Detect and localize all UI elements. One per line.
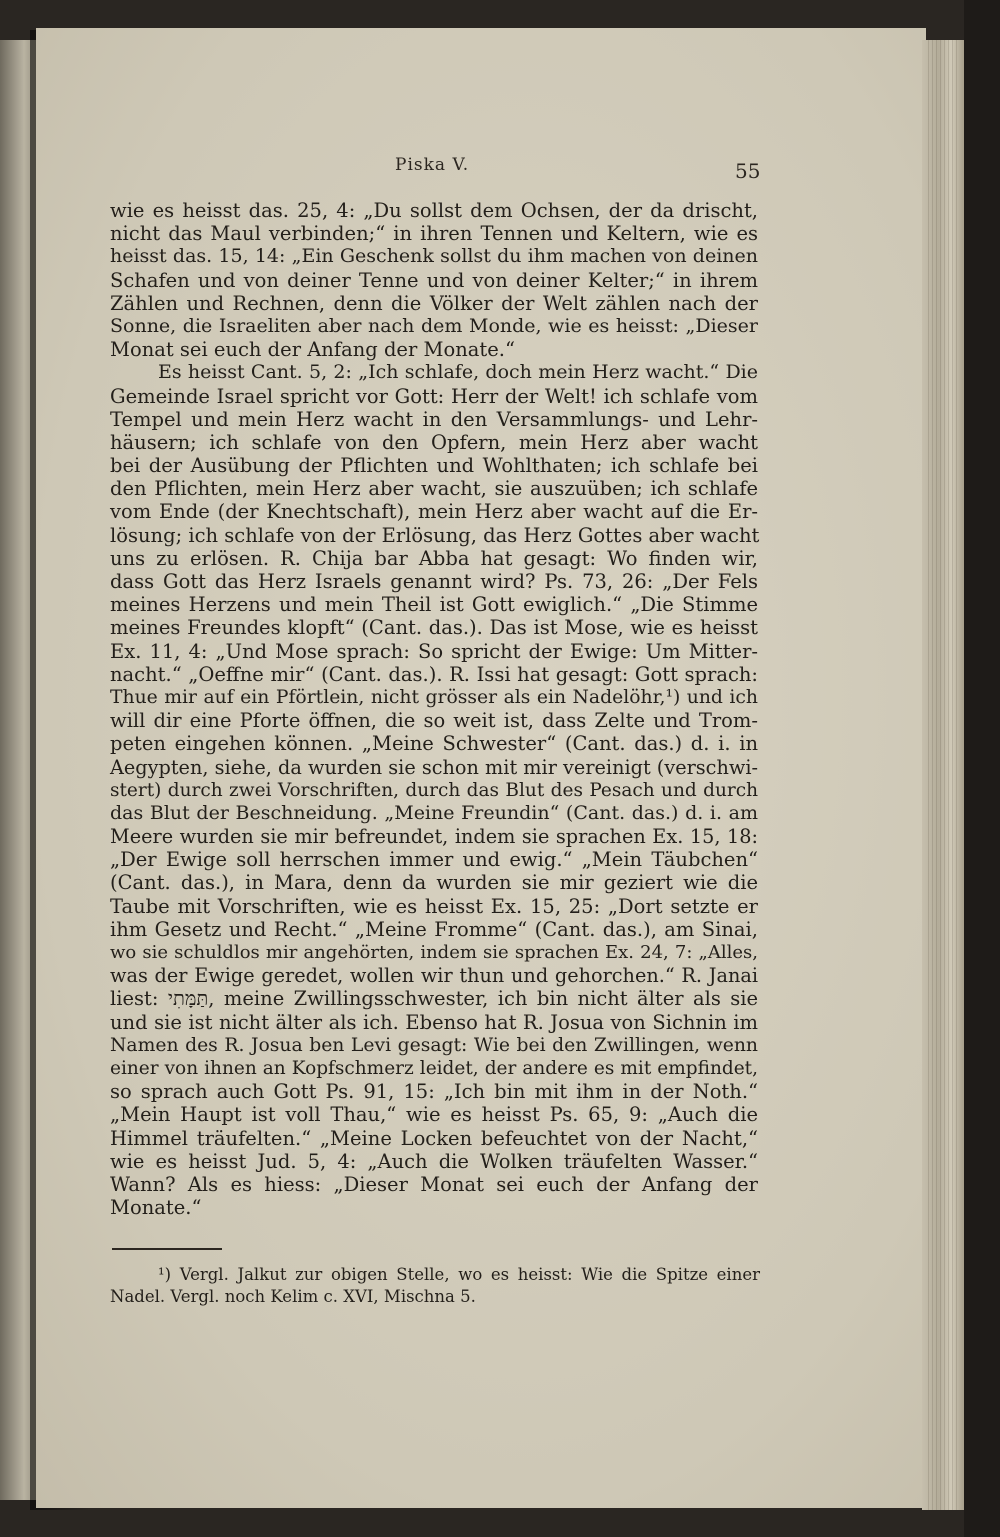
text-line: ihm Gesetz und Recht.“ „Meine Fromme“ (Cant. das.), am Sinai, bbox=[110, 917, 758, 941]
text-line: nicht das Maul verbinden;“ in ihren Tennen und Keltern, wie es bbox=[110, 222, 758, 246]
text-line: wo sie schuldlos mir angehörten, indem sie sprachen Ex. 24, 7: „Alles, bbox=[110, 942, 758, 963]
text-line: Taube mit Vorschriften, wie es heisst Ex. 15, 25: „Dort setzte er bbox=[110, 894, 758, 918]
text-line: das Blut der Beschneidung. „Meine Freundin“ (Cant. das.) d. i. am bbox=[110, 801, 758, 824]
text-line: Sonne, die Israeliten aber nach dem Monde, wie es heisst: „Dieser bbox=[110, 314, 758, 337]
running-title: Piska V. bbox=[395, 155, 470, 175]
page-stack-lines bbox=[928, 40, 958, 1510]
footnotes bbox=[110, 1264, 760, 1308]
text-line: nacht.“ „Oeffne mir“ (Cant. das.). R. Issi hat gesagt: Gott sprach: bbox=[110, 662, 758, 686]
text-line: liest: תַּמָּתִי, meine Zwillingsschwester, ich bin nicht älter als sie bbox=[110, 987, 759, 1011]
text-line: Gemeinde Israel spricht vor Gott: Herr der Welt! ich schlafe vom bbox=[110, 384, 758, 408]
text-line: bei der Ausübung der Pflichten und Wohlthaten; ich schlafe bei bbox=[110, 454, 758, 478]
footnote-line: ¹) Vergl. Jalkut zur obigen Stelle, wo es heisst: Wie die Spitze einer bbox=[158, 1265, 760, 1284]
text-line: Es heisst Cant. 5, 2: „Ich schlafe, doch mein Herz wacht.“ Die bbox=[158, 361, 758, 384]
text-line: uns zu erlösen. R. Chija bar Abba hat gesagt: Wo finden wir, bbox=[110, 546, 758, 570]
text-line: Namen des R. Josua ben Levi gesagt: Wie bei den Zwillingen, wenn bbox=[110, 1034, 758, 1056]
text-line: stert) durch zwei Vorschriften, durch das Blut des Pesach und durch bbox=[110, 779, 758, 801]
text-line: wie es heisst Jud. 5, 4: „Auch die Wolken träufelten Wasser.“ bbox=[110, 1149, 758, 1173]
book-cover bbox=[964, 0, 1000, 1537]
text-line: „Mein Haupt ist voll Thau,“ wie es heisst Ps. 65, 9: „Auch die bbox=[110, 1103, 758, 1127]
text-line: (Cant. das.), in Mara, denn da wurden sie mir geziert wie die bbox=[110, 871, 758, 895]
text-line: vom Ende (der Knechtschaft), mein Herz aber wacht auf die Er- bbox=[110, 500, 758, 524]
text-line: Monate.“ bbox=[110, 1196, 202, 1220]
text-line: den Pflichten, mein Herz aber wacht, sie auszuüben; ich schlafe bbox=[110, 477, 758, 501]
page-number: 55 bbox=[735, 159, 761, 183]
text-line: einer von ihnen an Kopfschmerz leidet, der andere es mit empfindet, bbox=[110, 1057, 758, 1079]
text-line: so sprach auch Gott Ps. 91, 15: „Ich bin mit ihm in der Noth.“ bbox=[110, 1080, 758, 1104]
text-line: Monat sei euch der Anfang der Monate.“ bbox=[110, 338, 515, 362]
text-line: Himmel träufelten.“ „Meine Locken befeuchtet von der Nacht,“ bbox=[110, 1126, 758, 1150]
text-line: Tempel und mein Herz wacht in den Versammlungs- und Lehr- bbox=[110, 407, 758, 431]
body-text bbox=[110, 199, 758, 1219]
text-line: Thue mir auf ein Pförtlein, nicht grösser als ein Nadelöhr,¹) und ich bbox=[110, 686, 758, 708]
text-line: dass Gott das Herz Israels genannt wird? Ps. 73, 26: „Der Fels bbox=[110, 570, 758, 593]
text-line: Schafen und von deiner Tenne und von deiner Kelter;“ in ihrem bbox=[110, 268, 758, 292]
text-line: was der Ewige geredet, wollen wir thun und gehorchen.“ R. Janai bbox=[110, 964, 758, 988]
text-line: meines Herzens und mein Theil ist Gott ewiglich.“ „Die Stimme bbox=[110, 593, 758, 617]
running-head bbox=[110, 155, 760, 185]
text-line: Meere wurden sie mir befreundet, indem sie sprachen Ex. 15, 18: bbox=[110, 825, 758, 849]
footnote-line: Nadel. Vergl. noch Kelim c. XVI, Mischna 5. bbox=[110, 1287, 476, 1306]
text-line: wie es heisst das. 25, 4: „Du sollst dem Ochsen, der da drischt, bbox=[110, 199, 758, 222]
text-line: meines Freundes klopft“ (Cant. das.). Das ist Mose, wie es heisst bbox=[110, 616, 758, 640]
text-line: „Der Ewige soll herrschen immer und ewig.“ „Mein Täubchen“ bbox=[110, 848, 758, 872]
footnote-rule bbox=[112, 1248, 222, 1250]
text-line: lösung; ich schlafe von der Erlösung, das Herz Gottes aber wacht bbox=[110, 523, 760, 547]
text-line: Wann? Als es hiess: „Dieser Monat sei euch der Anfang der bbox=[110, 1172, 758, 1196]
text-line: peten eingehen können. „Meine Schwester“ (Cant. das.) d. i. in bbox=[110, 732, 758, 756]
text-line: und sie ist nicht älter als ich. Ebenso hat R. Josua von Sichnin im bbox=[110, 1010, 758, 1034]
text-line: Aegypten, siehe, da wurden sie schon mit mir vereinigt (verschwi- bbox=[110, 755, 758, 779]
text-line: heisst das. 15, 14: „Ein Geschenk sollst du ihm machen von deinen bbox=[110, 245, 758, 268]
text-line: will dir eine Pforte öffnen, die so weit ist, dass Zelte und Trom- bbox=[110, 709, 758, 733]
text-line: Ex. 11, 4: „Und Mose sprach: So spricht der Ewige: Um Mitter- bbox=[110, 639, 758, 663]
text-line: Zählen und Rechnen, denn die Völker der Welt zählen nach der bbox=[110, 291, 758, 315]
text-line: häusern; ich schlafe von den Opfern, mein Herz aber wacht bbox=[110, 430, 758, 454]
